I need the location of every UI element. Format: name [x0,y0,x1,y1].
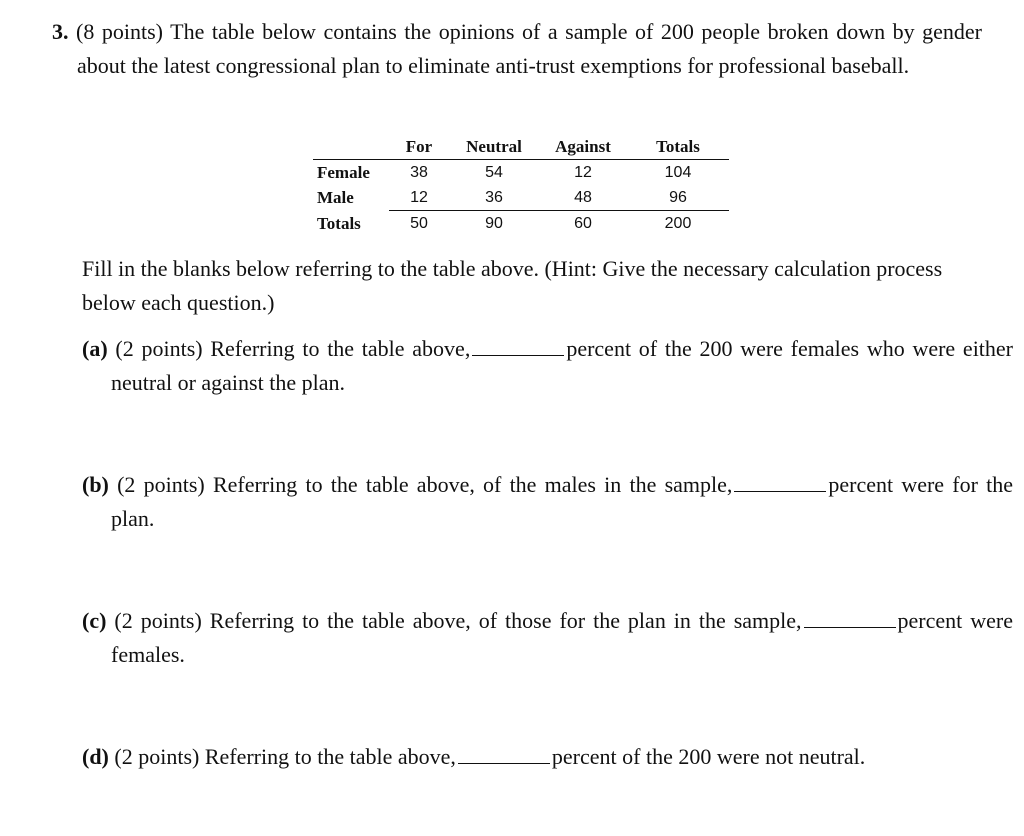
table-row [313,160,729,186]
table-header-row [313,134,729,160]
row-label-totals: Totals [317,213,361,233]
table-cell: 48 [539,185,627,211]
problem-intro: (8 points) The table below contains the opinions of a sample of 200 people broken down by gender about the latest congressional plan to eliminate anti-trust exemptions for professional baseball. [76,19,982,78]
answer-blank[interactable] [734,490,826,492]
table-cell: 60 [574,215,592,232]
table-cell: 12 [574,164,592,181]
question-d [82,740,1013,774]
question-label: (d) [82,744,109,769]
problem-statement [52,15,982,83]
table-cell: 90 [485,215,503,232]
question-label: (b) [82,472,109,497]
table-cell: 36 [449,185,539,211]
table-cell: 200 [664,215,692,232]
col-header-against: Against [539,134,627,160]
question-label: (c) [82,608,107,633]
answer-blank[interactable] [458,762,550,764]
question-text-after: percent were females. [111,608,1013,667]
answer-blank[interactable] [472,354,564,356]
question-text-before: (2 points) Referring to the table above, [114,744,456,769]
instructions: Fill in the blanks below referring to the table above. (Hint: Give the necessary calculation process below each question.) [82,256,943,315]
table-cell: 104 [664,164,692,181]
table-cell: 54 [485,164,503,181]
table-cell: 96 [627,185,729,211]
problem-number: 3. [52,19,69,44]
question-text-before: (2 points) Referring to the table above, of those for the plan in the sample, [114,608,802,633]
opinion-table [313,134,729,236]
table-cell: 38 [410,164,428,181]
question-text-before: (2 points) Referring to the table above, [115,336,471,361]
col-header-for: For [389,134,449,160]
question-text-after: percent were for the plan. [111,472,1014,531]
question-text-after: percent of the 200 were females who were either neutral or against the plan. [111,336,1014,395]
row-label-female: Female [317,163,370,182]
row-label-male: Male [317,188,354,208]
question-b [82,468,1013,536]
question-text-before: (2 points) Referring to the table above, of the males in the sample, [117,472,733,497]
question-label: (a) [82,336,108,361]
answer-blank[interactable] [804,626,896,628]
col-header-neutral: Neutral [449,134,539,160]
question-a [82,332,1013,400]
table-row [313,185,729,211]
table-row [313,211,729,237]
col-header-totals: Totals [627,134,729,160]
table-cell: 12 [389,185,449,211]
question-c [82,604,1013,672]
table-cell: 50 [410,215,428,232]
question-text-after: percent of the 200 were not neutral. [551,744,866,769]
table-corner [313,134,389,160]
